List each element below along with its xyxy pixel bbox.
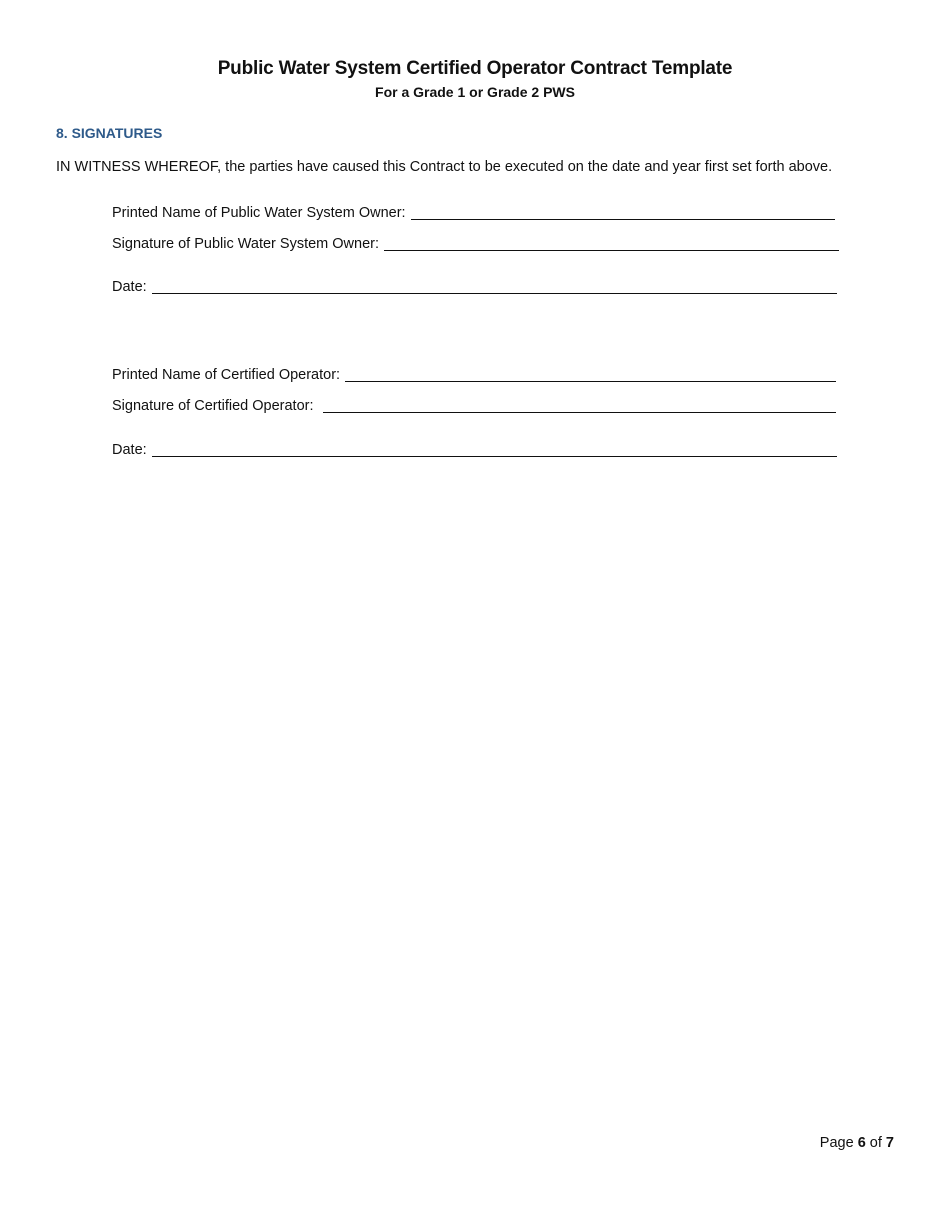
owner-printed-name-field bbox=[112, 200, 835, 222]
page-prefix: Page bbox=[819, 1135, 854, 1151]
page-title: Public Water System Certified Operator Contract Template bbox=[217, 58, 733, 79]
witness-text: IN WITNESS WHEREOF, the parties have caused this Contract to be executed on the date and year first set forth above. bbox=[56, 159, 833, 175]
owner-date-field bbox=[112, 274, 837, 296]
operator-signature-label: Signature of Certified Operator: bbox=[112, 398, 314, 414]
owner-printed-name-line[interactable] bbox=[411, 201, 835, 220]
operator-date-field bbox=[112, 437, 837, 459]
page-separator: of bbox=[869, 1135, 882, 1151]
owner-printed-name-label: Printed Name of Public Water System Owner: bbox=[112, 205, 406, 221]
operator-printed-name-field bbox=[112, 362, 836, 384]
page-number bbox=[820, 1135, 894, 1151]
owner-date-label: Date: bbox=[112, 279, 147, 295]
owner-signature-line[interactable] bbox=[384, 232, 839, 251]
operator-signature-field bbox=[112, 393, 836, 415]
section-heading: 8. SIGNATURES bbox=[56, 125, 163, 141]
operator-date-label: Date: bbox=[112, 442, 147, 458]
operator-printed-name-line[interactable] bbox=[345, 363, 836, 382]
owner-signature-label: Signature of Public Water System Owner: bbox=[112, 236, 380, 252]
operator-signature-line[interactable] bbox=[323, 394, 837, 413]
owner-signature-field bbox=[112, 231, 839, 253]
page-subtitle: For a Grade 1 or Grade 2 PWS bbox=[375, 84, 575, 100]
total-pages: 7 bbox=[885, 1135, 894, 1151]
owner-date-line[interactable] bbox=[152, 275, 837, 294]
current-page: 6 bbox=[857, 1135, 866, 1151]
operator-printed-name-label: Printed Name of Certified Operator: bbox=[112, 367, 341, 383]
operator-date-line[interactable] bbox=[152, 438, 837, 457]
